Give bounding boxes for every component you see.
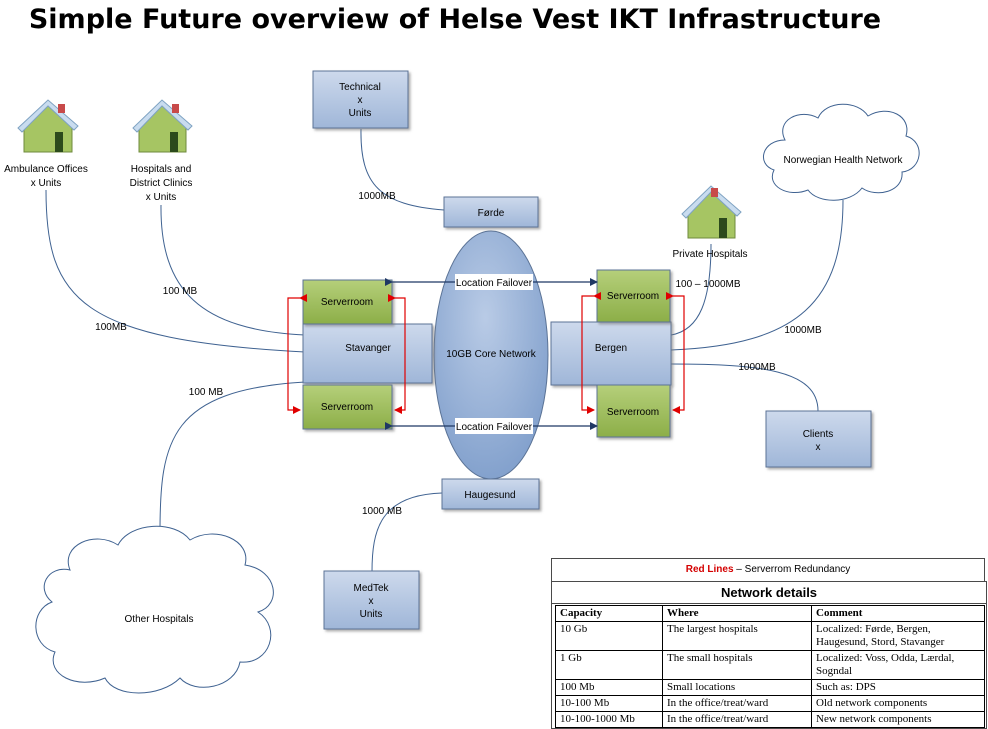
table-row — [556, 712, 985, 728]
cell-capacity: 10-100-1000 Mb — [556, 712, 663, 728]
technical-label-2: x — [357, 95, 363, 106]
table-row — [556, 651, 985, 680]
table-row — [556, 696, 985, 712]
column-header-capacity: Capacity — [556, 606, 663, 622]
table-header-row — [556, 606, 985, 622]
link-label-private: 100 – 1000MB — [675, 279, 741, 290]
ambulance-label-2: x Units — [30, 178, 62, 189]
cell-comment: Localized: Voss, Odda, Lærdal, Sogndal — [812, 651, 985, 680]
cell-where: The largest hospitals — [663, 622, 812, 651]
house-icon-ambulance — [18, 100, 78, 152]
other-hospitals-label: Other Hospitals — [124, 614, 194, 625]
network-details-table — [555, 605, 985, 728]
link-other-stavanger — [160, 382, 305, 532]
cell-capacity: 10 Gb — [556, 622, 663, 651]
failover-top-label: Location Failover — [455, 278, 533, 289]
link-label-hospitals: 100 MB — [162, 286, 198, 297]
cloud-norwegian-health — [763, 104, 919, 200]
cell-where: Small locations — [663, 680, 812, 696]
serverroom-label: Serverroom — [606, 291, 660, 302]
hospitals-label-3: x Units — [145, 192, 177, 203]
legend-red-label: Red Lines — [685, 564, 734, 575]
cell-comment: New network components — [812, 712, 985, 728]
serverroom-label: Serverroom — [606, 407, 660, 418]
technical-label-1: Technical — [339, 82, 381, 93]
ambulance-label-1: Ambulance Offices — [4, 164, 88, 175]
norwegian-health-label: Norwegian Health Network — [783, 155, 903, 166]
cloud-other-hospitals — [36, 526, 273, 693]
redundancy-bergen-right — [673, 296, 684, 410]
link-hospitals-stavanger — [161, 205, 305, 335]
link-label-clients: 1000MB — [738, 362, 776, 373]
cell-capacity: 10-100 Mb — [556, 696, 663, 712]
haugesund-label: Haugesund — [464, 490, 516, 501]
cell-comment: Old network components — [812, 696, 985, 712]
forde-label: Førde — [477, 208, 505, 219]
legend-text: – Serverrom Redundancy — [733, 564, 851, 575]
cell-capacity: 1 Gb — [556, 651, 663, 680]
network-details-heading: Network details — [552, 582, 986, 604]
medtek-label-1: MedTek — [353, 583, 389, 594]
serverroom-label: Serverroom — [320, 402, 374, 413]
medtek-label-2: x — [368, 596, 374, 607]
cell-where: In the office/treat/ward — [663, 696, 812, 712]
link-label-technical: 1000MB — [358, 191, 396, 202]
failover-bottom-label: Location Failover — [455, 422, 533, 433]
cell-where: In the office/treat/ward — [663, 712, 812, 728]
column-header-comment: Comment — [812, 606, 985, 622]
legend-redundancy — [551, 558, 985, 582]
cell-where: The small hospitals — [663, 651, 812, 680]
network-details-panel — [551, 581, 987, 729]
core-network-label: 10GB Core Network — [446, 349, 536, 360]
medtek-label-3: Units — [359, 609, 383, 620]
table-row — [556, 680, 985, 696]
technical-label-3: Units — [348, 108, 372, 119]
hospitals-label-2: District Clinics — [129, 178, 193, 189]
bergen-label: Bergen — [594, 343, 628, 354]
link-label-ambulance: 100MB — [95, 322, 127, 333]
house-icon-hospitals — [133, 100, 192, 152]
cell-comment: Localized: Førde, Bergen, Haugesund, Stord, Stavanger — [812, 622, 985, 651]
clients-label-2: x — [815, 442, 821, 453]
hospitals-label-1: Hospitals and — [130, 164, 192, 175]
link-ambulance-stavanger — [46, 190, 305, 352]
page-title: Simple Future overview of Helse Vest IKT Infrastructure — [28, 4, 882, 35]
column-header-where: Where — [663, 606, 812, 622]
cell-capacity: 100 Mb — [556, 680, 663, 696]
clients-label-1: Clients — [802, 429, 834, 440]
redundancy-stavanger-left — [288, 298, 300, 410]
cell-comment: Such as: DPS — [812, 680, 985, 696]
link-label-medtek: 1000 MB — [361, 506, 403, 517]
link-medtek-haugesund — [372, 493, 442, 572]
stavanger-label: Stavanger — [345, 343, 391, 354]
link-label-nhn: 1000MB — [784, 325, 822, 336]
private-hospitals-label: Private Hospitals — [672, 249, 748, 260]
serverroom-label: Serverroom — [320, 297, 374, 308]
link-label-other: 100 MB — [188, 387, 224, 398]
table-row — [556, 622, 985, 651]
house-icon-private — [682, 186, 741, 238]
